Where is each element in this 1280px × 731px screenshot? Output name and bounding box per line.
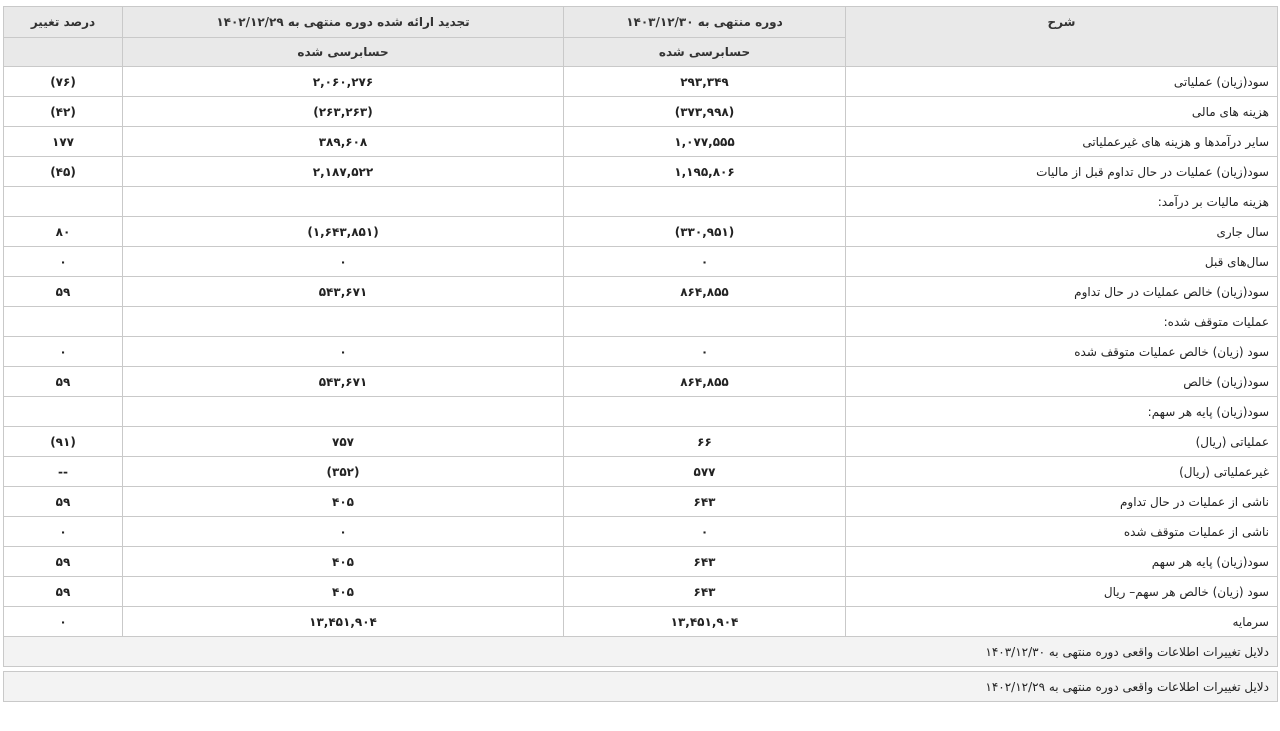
row-change-percent: ۰ bbox=[4, 337, 123, 367]
row-change-percent: (۴۵) bbox=[4, 157, 123, 187]
row-label: سود(زیان) خالص عملیات در حال تداوم bbox=[846, 277, 1278, 307]
table-row bbox=[4, 187, 1278, 217]
row-change-percent: ۵۹ bbox=[4, 277, 123, 307]
table-row bbox=[4, 517, 1278, 547]
row-label: هزینه های مالی bbox=[846, 97, 1278, 127]
table-row bbox=[4, 547, 1278, 577]
row-restated-value: ۳۸۹,۶۰۸ bbox=[123, 127, 564, 157]
row-change-percent: (۹۱) bbox=[4, 427, 123, 457]
header-description: شرح bbox=[846, 7, 1278, 67]
row-restated-value: ۰ bbox=[123, 247, 564, 277]
header-period-restated: تجدید ارائه شده دوره منتهی به ۱۴۰۲/۱۲/۲۹ bbox=[123, 7, 564, 38]
row-change-percent bbox=[4, 187, 123, 217]
row-restated-value bbox=[123, 307, 564, 337]
header-period-current: دوره منتهی به ۱۴۰۳/۱۲/۳۰ bbox=[564, 7, 846, 38]
table-row bbox=[4, 217, 1278, 247]
row-change-percent: ۰ bbox=[4, 607, 123, 637]
row-restated-value: (۱,۶۴۳,۸۵۱) bbox=[123, 217, 564, 247]
notes-body bbox=[4, 637, 1278, 702]
note-row bbox=[4, 672, 1278, 702]
row-current-value: ۲۹۳,۳۴۹ bbox=[564, 67, 846, 97]
row-current-value: ۶۴۳ bbox=[564, 487, 846, 517]
row-label: هزینه مالیات بر درآمد: bbox=[846, 187, 1278, 217]
header-audited-current: حسابرسی شده bbox=[564, 38, 846, 67]
row-label: عملیات متوقف شده: bbox=[846, 307, 1278, 337]
table-row bbox=[4, 307, 1278, 337]
header-change-empty bbox=[4, 38, 123, 67]
row-current-value: ۰ bbox=[564, 517, 846, 547]
row-change-percent: -- bbox=[4, 457, 123, 487]
row-current-value: ۱,۱۹۵,۸۰۶ bbox=[564, 157, 846, 187]
row-change-percent: ۵۹ bbox=[4, 367, 123, 397]
row-restated-value: ۲,۱۸۷,۵۲۲ bbox=[123, 157, 564, 187]
row-current-value: ۰ bbox=[564, 337, 846, 367]
table-row bbox=[4, 607, 1278, 637]
row-restated-value: ۲,۰۶۰,۲۷۶ bbox=[123, 67, 564, 97]
row-change-percent bbox=[4, 307, 123, 337]
row-label: ناشی از عملیات در حال تداوم bbox=[846, 487, 1278, 517]
row-current-value bbox=[564, 397, 846, 427]
table-row bbox=[4, 397, 1278, 427]
row-restated-value: ۴۰۵ bbox=[123, 547, 564, 577]
row-current-value: (۳۷۳,۹۹۸) bbox=[564, 97, 846, 127]
row-current-value: ۱۳,۴۵۱,۹۰۴ bbox=[564, 607, 846, 637]
row-restated-value: ۰ bbox=[123, 337, 564, 367]
table-row bbox=[4, 97, 1278, 127]
table-row bbox=[4, 277, 1278, 307]
row-restated-value: ۱۳,۴۵۱,۹۰۴ bbox=[123, 607, 564, 637]
table-row bbox=[4, 67, 1278, 97]
row-current-value: ۸۶۴,۸۵۵ bbox=[564, 277, 846, 307]
row-label: غیرعملیاتی (ریال) bbox=[846, 457, 1278, 487]
row-current-value: ۰ bbox=[564, 247, 846, 277]
row-restated-value bbox=[123, 397, 564, 427]
table-row bbox=[4, 427, 1278, 457]
row-label: سود(زیان) پایه هر سهم bbox=[846, 547, 1278, 577]
row-current-value: ۶۴۳ bbox=[564, 577, 846, 607]
note-current-changes: دلایل تغییرات اطلاعات واقعی دوره منتهی به ۱۴۰۳/۱۲/۳۰ bbox=[4, 637, 1278, 667]
row-label: سود(زیان) عملیات در حال تداوم قبل از مالیات bbox=[846, 157, 1278, 187]
row-current-value: ۱,۰۷۷,۵۵۵ bbox=[564, 127, 846, 157]
row-restated-value: ۴۰۵ bbox=[123, 577, 564, 607]
row-restated-value: (۲۶۳,۲۶۳) bbox=[123, 97, 564, 127]
row-restated-value: ۵۴۳,۶۷۱ bbox=[123, 367, 564, 397]
table-row bbox=[4, 487, 1278, 517]
row-label: سود (زیان) خالص عملیات متوقف شده bbox=[846, 337, 1278, 367]
row-change-percent: ۸۰ bbox=[4, 217, 123, 247]
row-current-value: ۶۴۳ bbox=[564, 547, 846, 577]
row-current-value: ۵۷۷ bbox=[564, 457, 846, 487]
row-change-percent: (۷۶) bbox=[4, 67, 123, 97]
row-label: سود(زیان) عملیاتی bbox=[846, 67, 1278, 97]
row-label: سود(زیان) پایه هر سهم: bbox=[846, 397, 1278, 427]
row-label: سود(زیان) خالص bbox=[846, 367, 1278, 397]
table-row bbox=[4, 247, 1278, 277]
row-restated-value: ۵۴۳,۶۷۱ bbox=[123, 277, 564, 307]
row-restated-value: ۴۰۵ bbox=[123, 487, 564, 517]
note-row bbox=[4, 637, 1278, 667]
row-restated-value: ۷۵۷ bbox=[123, 427, 564, 457]
row-current-value: ۸۶۴,۸۵۵ bbox=[564, 367, 846, 397]
row-label: عملیاتی (ریال) bbox=[846, 427, 1278, 457]
row-current-value: ۶۶ bbox=[564, 427, 846, 457]
row-label: سود (زیان) خالص هر سهم– ریال bbox=[846, 577, 1278, 607]
row-label: سایر درآمدها و هزینه های غیرعملیاتی bbox=[846, 127, 1278, 157]
row-label: سال‌های قبل bbox=[846, 247, 1278, 277]
row-change-percent: ۰ bbox=[4, 247, 123, 277]
row-change-percent: ۰ bbox=[4, 517, 123, 547]
table-row bbox=[4, 577, 1278, 607]
financial-statement bbox=[3, 6, 1277, 720]
row-current-value bbox=[564, 307, 846, 337]
row-label: سال جاری bbox=[846, 217, 1278, 247]
row-label: سرمایه bbox=[846, 607, 1278, 637]
table-body bbox=[4, 67, 1278, 637]
row-current-value bbox=[564, 187, 846, 217]
table-row bbox=[4, 367, 1278, 397]
table-row bbox=[4, 457, 1278, 487]
row-current-value: (۳۳۰,۹۵۱) bbox=[564, 217, 846, 247]
row-restated-value: ۰ bbox=[123, 517, 564, 547]
row-label: ناشی از عملیات متوقف شده bbox=[846, 517, 1278, 547]
row-change-percent: ۱۷۷ bbox=[4, 127, 123, 157]
header-audited-restated: حسابرسی شده bbox=[123, 38, 564, 67]
income-statement-table bbox=[3, 6, 1278, 702]
table-row bbox=[4, 127, 1278, 157]
header-change-percent: درصد تغییر bbox=[4, 7, 123, 38]
note-restated-changes: دلایل تغییرات اطلاعات واقعی دوره منتهی به ۱۴۰۲/۱۲/۲۹ bbox=[4, 672, 1278, 702]
row-change-percent: (۴۲) bbox=[4, 97, 123, 127]
row-change-percent: ۵۹ bbox=[4, 487, 123, 517]
table-row bbox=[4, 337, 1278, 367]
table-row bbox=[4, 157, 1278, 187]
row-change-percent bbox=[4, 397, 123, 427]
row-restated-value bbox=[123, 187, 564, 217]
row-change-percent: ۵۹ bbox=[4, 547, 123, 577]
row-change-percent: ۵۹ bbox=[4, 577, 123, 607]
row-restated-value: (۳۵۲) bbox=[123, 457, 564, 487]
